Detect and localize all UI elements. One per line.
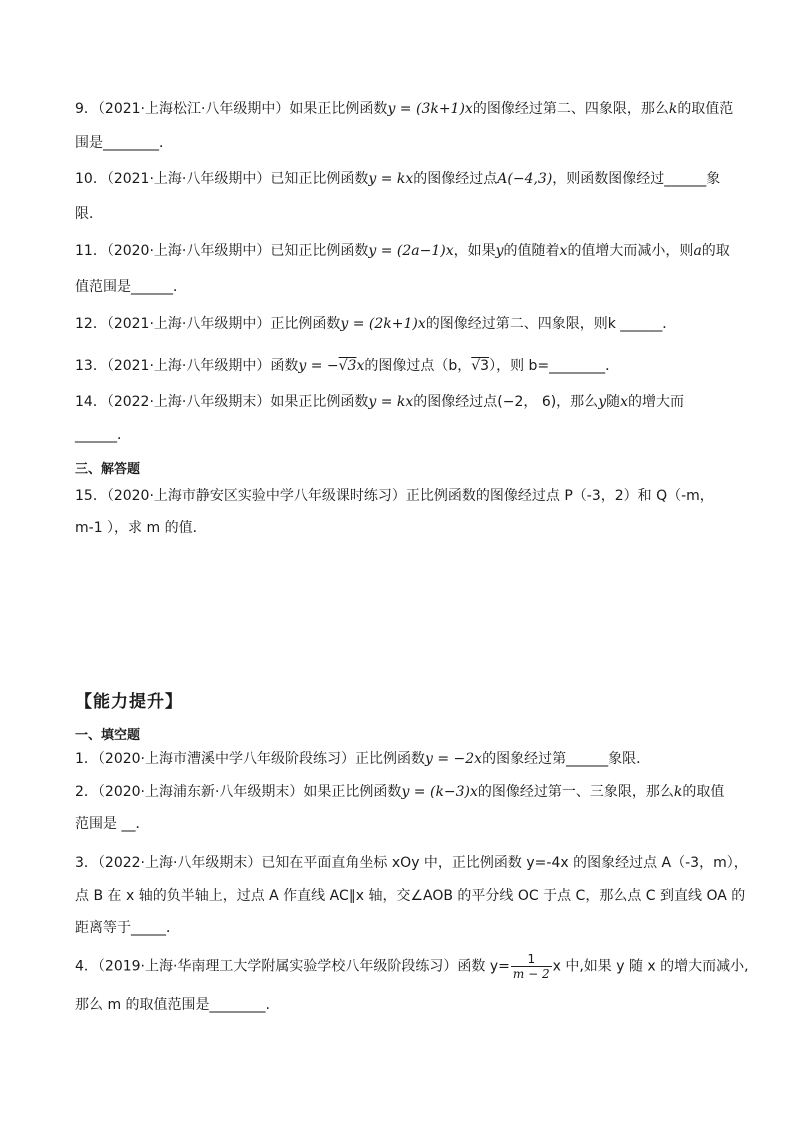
question-10-line-1 [75, 169, 724, 189]
ability-question-3-line-1: 3．（2022·上海·八年级期末）已知在平面直角坐标 xOy 中，正比例函数 y=-4x 的图象经过点 A（-3，m）， [75, 855, 748, 871]
question-11-formula: y = (2a−1)x [368, 243, 454, 259]
question-11-var-a: a [693, 243, 702, 259]
question-11-var-y: y [495, 243, 504, 259]
ability-question-2-var: k [673, 784, 683, 800]
question-14-text-mid2: 随 [606, 394, 621, 410]
question-9-var: k [668, 101, 678, 117]
question-11-text-end: 的取 [701, 243, 730, 259]
ability-question-4-text: 4．（2019·上海·华南理工大学附属实验学校八年级阶段练习）函数 y= [75, 958, 510, 975]
question-11-var-x: x [559, 243, 568, 259]
question-11-text: 11．（2020·上海·八年级期中）已知正比例函数 [75, 243, 369, 259]
question-15-line-2: m-1 ），求 m 的值． [75, 520, 207, 536]
section-heading-fill: 一、填空题 [75, 728, 141, 743]
ability-question-4-line-1 [75, 952, 749, 981]
question-12-text: 12．（2021·上海·八年级期中）正比例函数 [75, 316, 341, 332]
question-13 [75, 356, 724, 376]
ability-question-1-text-end: 的图象经过第______象限． [482, 751, 651, 767]
question-13-formula-a: y = − [298, 358, 339, 374]
question-14-text-mid: 的图像经过点(−2， 6)，那么 [413, 394, 599, 410]
question-10-formula: y = kx [368, 171, 414, 187]
question-14-text: 14．（2022·上海·八年级期末）如果正比例函数 [75, 394, 369, 410]
ability-question-1-formula: y = −2x [425, 751, 483, 767]
ability-question-4-fraction [511, 952, 552, 981]
ability-question-2-line-2: 范围是 __． [75, 816, 150, 832]
question-9-text: 9．（2021·上海松江·八年级期中）如果正比例函数 [75, 101, 388, 117]
question-14-var-y: y [598, 394, 607, 410]
ability-question-1 [75, 749, 724, 769]
ability-question-4-line-2: 那么 m 的取值范围是________. [75, 997, 270, 1013]
question-14-var-x: x [620, 394, 629, 410]
question-11-line-2: 值范围是______． [75, 279, 187, 295]
ability-question-2-text-mid: 的图像经过第一、三象限，那么 [477, 784, 674, 800]
ability-question-2-formula: y = (k−3)x [401, 784, 478, 800]
question-13-text: 13．（2021·上海·八年级期中）函数 [75, 358, 299, 374]
question-13-sqrt: √3 [338, 358, 357, 374]
question-11-line-1 [75, 241, 730, 261]
section-title-ability: 【能力提升】 [75, 692, 183, 712]
question-11-text-a: ，如果 [453, 243, 496, 259]
question-12 [75, 314, 724, 334]
question-12-text-end: 的图像经过第二、四象限，则k ______． [425, 316, 677, 332]
question-10-line-2: 限． [75, 206, 103, 222]
question-9-line-1 [75, 99, 734, 119]
question-13-text-mid: 的图像过点（b， [364, 358, 472, 374]
ability-question-4-text-end: x 中,如果 y 随 x 的增大而减小, [552, 958, 749, 975]
question-14-formula: y = kx [368, 394, 414, 410]
question-10-text-mid: 的图像经过点 [413, 171, 498, 187]
question-14-line-1 [75, 392, 724, 412]
section-heading-solve: 三、解答题 [75, 462, 141, 477]
question-15-line-1: 15．（2020·上海市静安区实验中学八年级课时练习）正比例函数的图像经过点 P（-3，2）和 Q（-m， [75, 488, 714, 504]
question-9-line-2: 围是________． [75, 135, 173, 151]
question-13-text-end: ），则 b=________． [489, 358, 620, 374]
question-9-formula: y = (3k+1)x [387, 101, 473, 117]
question-11-text-b: 的值随着 [503, 243, 560, 259]
ability-question-3-line-3: 距离等于_____． [75, 920, 180, 936]
ability-question-2-text: 2．（2020·上海浦东新·八年级期末）如果正比例函数 [75, 784, 402, 800]
question-11-text-c: 的值增大而减小，则 [567, 243, 694, 259]
question-12-formula: y = (2k+1)x [340, 316, 426, 332]
fraction-numerator: 1 [511, 952, 552, 967]
question-10-point: A(−4,3) [497, 171, 553, 187]
question-13-sqrt-point: √3 [471, 358, 490, 374]
question-10-text-end: ，则函数图像经过______象 [552, 171, 721, 187]
ability-question-3-line-2: 点 B 在 x 轴的负半轴上，过点 A 作直线 AC∥x 轴，交∠AOB 的平分线 OC 于点 C，那么点 C 到直线 OA 的 [75, 888, 746, 904]
ability-question-2-text-end: 的取值 [682, 784, 725, 800]
question-9-text-mid: 的图像经过第二、四象限，那么 [472, 101, 669, 117]
ability-question-2-line-1 [75, 782, 724, 802]
question-14-line-2: ______． [75, 427, 131, 443]
question-9-text-end: 的取值范 [677, 101, 734, 117]
fraction-denominator: m − 2 [512, 967, 550, 981]
question-14-text-end: 的增大而 [628, 394, 685, 410]
question-13-formula-b: x [356, 358, 365, 374]
ability-question-1-text: 1．（2020·上海市漕溪中学八年级阶段练习）正比例函数 [75, 751, 425, 767]
question-10-text: 10．（2021·上海·八年级期中）已知正比例函数 [75, 171, 369, 187]
